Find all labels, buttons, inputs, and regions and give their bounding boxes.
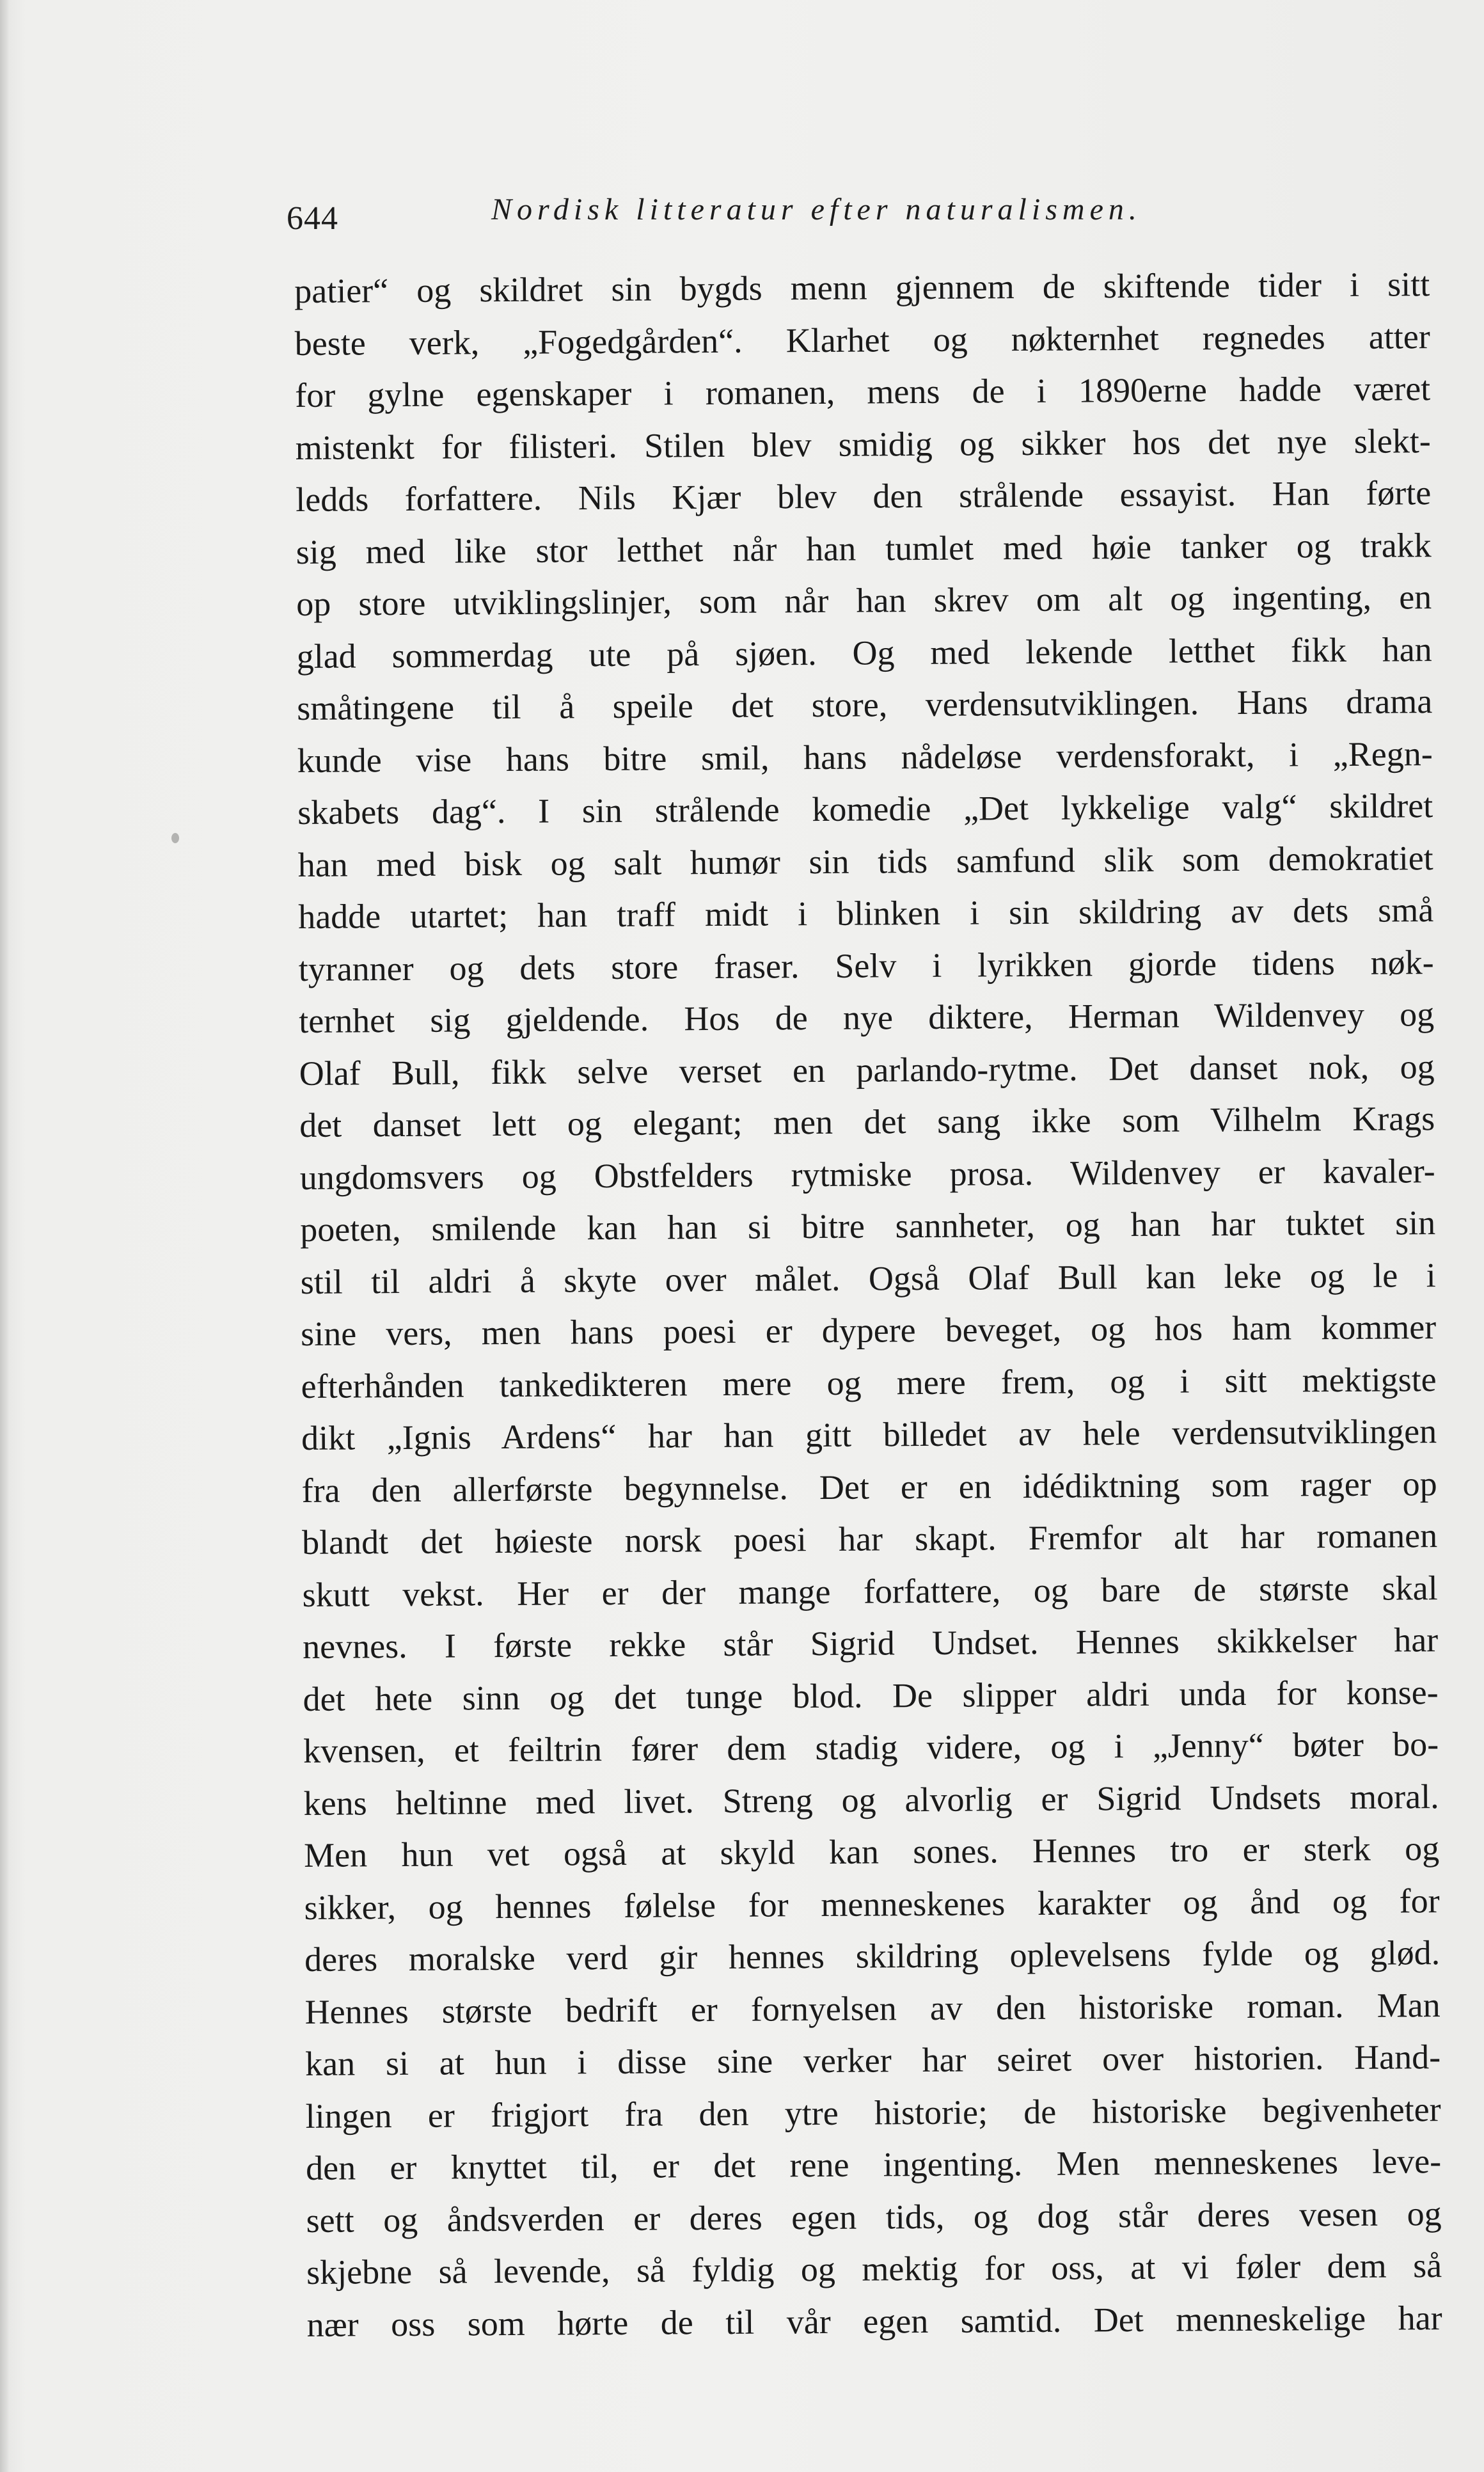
text-line: kvensen, et feiltrin fører dem stadig videre, og i „Jenny“ bøter bo- [303, 1725, 1439, 1770]
text-line: poeten, smilende kan han si bitre sannheter, og han har tuktet sin [300, 1203, 1436, 1249]
text-line: sett og åndsverden er deres egen tids, og dog står deres vesen og [306, 2194, 1442, 2240]
text-line: ledds forfattere. Nils Kjær blev den strålende essayist. Han førte [296, 473, 1432, 519]
text-line: Hennes største bedrift er fornyelsen av den historiske roman. Man [304, 1985, 1441, 2031]
text-line: det hete sinn og det tunge blod. De slipper aldri unda for konse- [303, 1672, 1439, 1718]
body-text [294, 258, 1442, 2351]
text-line: ternhet sig gjeldende. Hos de nye diktere, Herman Wildenvey og [299, 995, 1435, 1040]
running-title: Nordisk litteratur efter naturalismen. [491, 193, 1142, 226]
text-line: Olaf Bull, fikk selve verset en parlando-rytme. Det danset nok, og [299, 1047, 1435, 1093]
text-line: hadde utartet; han traff midt i blinken i sin skildring av dets små [298, 891, 1434, 936]
text-line: sine vers, men hans poesi er dypere beveget, og hos ham kommer [301, 1308, 1437, 1353]
text-line: blandt det høieste norsk poesi har skapt. Fremfor alt har romanen [302, 1516, 1438, 1562]
text-line: ungdomsvers og Obstfelders rytmiske prosa. Wildenvey er kavaler- [299, 1151, 1435, 1197]
margin-speck [171, 833, 179, 843]
text-line: dikt „Ignis Ardens“ har han gitt billedet av hele verdensutviklingen [301, 1412, 1437, 1457]
text-line: efterhånden tankedikteren mere og mere frem, og i sitt mektigste [301, 1359, 1437, 1406]
text-line: det danset lett og elegant; men det sang ikke som Vilhelm Krags [299, 1099, 1435, 1145]
text-line: fra den allerførste begynnelse. Det er en idédiktning som rager op [301, 1464, 1437, 1510]
text-line: kan si at hun i disse sine verker har seiret over historien. Hand- [304, 2038, 1441, 2083]
page-number: 644 [287, 200, 338, 237]
page-spine-shadow [0, 0, 9, 2472]
text-line: den er knyttet til, er det rene ingenting. Men menneskenes leve- [305, 2142, 1442, 2187]
text-line: småtingene til å speile det store, verdensutviklingen. Hans drama [297, 682, 1433, 727]
text-line: for gylne egenskaper i romanen, mens de i 1890erne hadde været [295, 369, 1431, 415]
text-line: deres moralske verd gir hennes skildring oplevelsens fylde og glød. [304, 1933, 1441, 1979]
text-line: beste verk, „Fogedgården“. Klarhet og nøkternhet regnedes atter [294, 317, 1430, 363]
text-line: op store utviklingslinjer, som når han skrev om alt og ingenting, en [296, 578, 1432, 623]
text-line: han med bisk og salt humør sin tids samfund slik som demokratiet [297, 838, 1433, 884]
text-line: lingen er frigjort fra den ytre historie; de historiske begivenheter [305, 2089, 1441, 2135]
text-line: patier“ og skildret sin bygds menn gjennem de skiftende tider i sitt [294, 265, 1430, 310]
text-line: stil til aldri å skyte over målet. Også Olaf Bull kan leke og le i [300, 1255, 1436, 1301]
text-line: Men hun vet også at skyld kan sones. Hennes tro er sterk og [303, 1829, 1440, 1874]
text-line: mistenkt for filisteri. Stilen blev smidig og sikker hos det nye slekt- [295, 421, 1431, 467]
text-line: kunde vise hans bitre smil, hans nådeløse verdensforakt, i „Regn- [297, 734, 1433, 780]
text-line: tyranner og dets store fraser. Selv i lyrikken gjorde tidens nøk- [298, 942, 1434, 988]
text-line: kens heltinne med livet. Streng og alvorlig er Sigrid Undsets moral. [303, 1777, 1439, 1823]
text-line: sig med like stor letthet når han tumlet med høie tanker og trakk [296, 525, 1432, 571]
text-line: skabets dag“. I sin strålende komedie „Det lykkelige valg“ skildret [297, 786, 1433, 832]
text-line: skjebne så levende, så fyldig og mektig for oss, at vi føler dem så [306, 2246, 1442, 2292]
text-line: sikker, og hennes følelse for menneskenes karakter og ånd og for [304, 1881, 1440, 1927]
text-line: skutt vekst. Her er der mange forfattere, og bare de største skal [302, 1568, 1438, 1614]
text-line: nær oss som hørte de til vår egen samtid. Det menneskelige har [306, 2298, 1442, 2344]
text-line: glad sommerdag ute på sjøen. Og med lekende letthet fikk han [296, 630, 1432, 676]
page-header [287, 192, 1438, 243]
text-line: nevnes. I første rekke står Sigrid Undset. Hennes skikkelser har [303, 1620, 1439, 1666]
